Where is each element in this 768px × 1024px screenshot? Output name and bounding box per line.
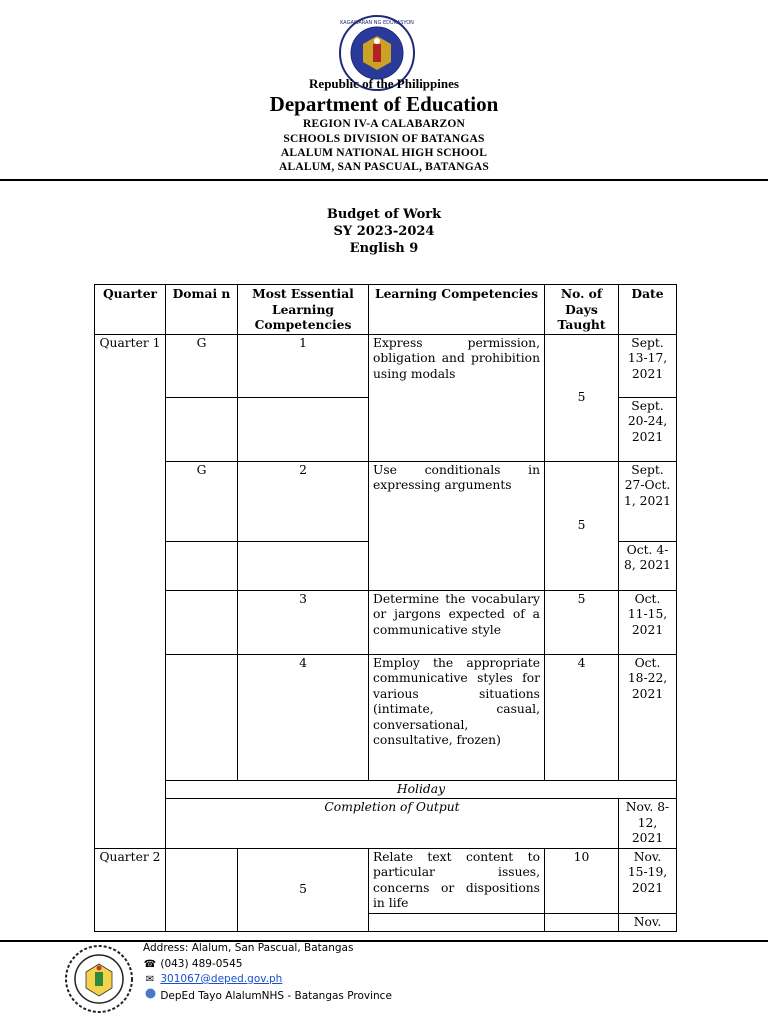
school-year: SY 2023-2024 — [333, 224, 435, 239]
school-logo — [64, 944, 134, 1014]
days-cell: 5 — [545, 334, 619, 461]
days-cell — [545, 913, 619, 932]
days-cell: 5 — [545, 590, 619, 654]
telephone-icon: ☎ — [143, 959, 157, 970]
footer-phone — [143, 958, 242, 970]
school-line: ALALUM NATIONAL HIGH SCHOOL — [280, 147, 488, 159]
facebook-icon — [143, 988, 157, 1002]
date-cell: Oct. 4-8, 2021 — [619, 541, 677, 590]
melc-cell: 3 — [238, 590, 369, 654]
domain-cell — [166, 590, 238, 654]
lc-cell: Express permission, obligation and prohibition using modals — [369, 334, 545, 461]
quarter-cell: Quarter 2 — [95, 848, 166, 932]
date-cell: Sept. 20-24, 2021 — [619, 397, 677, 461]
lc-cell: Use conditionals in expressing arguments — [369, 461, 545, 590]
melc-cell: 1 — [238, 334, 369, 397]
envelope-icon: ✉ — [145, 974, 155, 985]
doc-title: Budget of Work — [326, 207, 442, 222]
header-learning-competencies: Learning Competencies — [369, 285, 545, 335]
days-cell: 4 — [545, 654, 619, 780]
date-cell: Nov. 8-12, 2021 — [619, 799, 677, 849]
header-quarter: Quarter — [95, 285, 166, 335]
header-days: No. of Days Taught — [545, 285, 619, 335]
melc-cell: 5 — [238, 848, 369, 932]
holiday-row — [95, 780, 677, 799]
phone-text: (043) 489-0545 — [160, 958, 243, 970]
date-cell: Oct. 18-22, 2021 — [619, 654, 677, 780]
domain-cell — [166, 397, 238, 461]
footer-email — [143, 973, 282, 985]
melc-cell — [238, 397, 369, 461]
date-cell: Nov. 15-19, 2021 — [619, 848, 677, 913]
melc-cell — [238, 541, 369, 590]
region-line: REGION IV-A CALABARZON — [302, 118, 465, 130]
domain-cell — [166, 541, 238, 590]
svg-text:KAGAWARAN NG EDUKASYON: KAGAWARAN NG EDUKASYON — [340, 20, 414, 26]
melc-cell: 2 — [238, 461, 369, 541]
table-row — [95, 590, 677, 654]
email-link[interactable]: 301067@deped.gov.ph — [160, 973, 283, 985]
footer-facebook — [143, 988, 392, 1002]
header-melc: Most Essential Learning Competencies — [238, 285, 369, 335]
lc-cell: Relate text content to particular issues, concerns or dispositions in life — [369, 848, 545, 913]
days-cell: 10 — [545, 848, 619, 913]
location-line: ALALUM, SAN PASCUAL, BATANGAS — [279, 161, 489, 173]
domain-cell — [166, 848, 238, 932]
date-cell: Sept. 13-17, 2021 — [619, 334, 677, 397]
subject: English 9 — [349, 241, 419, 256]
lc-cell — [369, 913, 545, 932]
domain-cell: G — [166, 334, 238, 397]
table-header-row — [95, 285, 677, 335]
facebook-text: DepEd Tayo AlalumNHS - Batangas Province — [160, 990, 392, 1002]
domain-cell: G — [166, 461, 238, 541]
completion-cell: Completion of Output — [166, 799, 619, 849]
domain-cell — [166, 654, 238, 780]
department-heading: Department of Education — [269, 92, 499, 116]
header-date: Date — [619, 285, 677, 335]
budget-of-work-table — [94, 284, 677, 932]
quarter-cell: Quarter 1 — [95, 334, 166, 848]
footer-divider — [0, 940, 768, 942]
division-line: SCHOOLS DIVISION OF BATANGAS — [283, 133, 485, 145]
header-domain: Domai n — [166, 285, 238, 335]
melc-cell: 4 — [238, 654, 369, 780]
table-row — [95, 461, 677, 541]
date-cell: Nov. — [619, 913, 677, 932]
table-row — [95, 334, 677, 397]
lc-cell: Determine the vocabulary or jargons expected of a communicative style — [369, 590, 545, 654]
footer-address: Address: Alalum, San Pascual, Batangas — [143, 942, 354, 954]
date-cell: Oct. 11-15, 2021 — [619, 590, 677, 654]
lc-cell: Employ the appropriate communicative styles for various situations (intimate, casual, conversational, consultative, frozen) — [369, 654, 545, 780]
days-cell: 5 — [545, 461, 619, 590]
header-divider — [0, 179, 768, 181]
holiday-cell: Holiday — [166, 780, 677, 799]
table-row — [95, 848, 677, 913]
republic-heading: Republic of the Philippines — [309, 76, 459, 91]
date-cell: Sept. 27-Oct. 1, 2021 — [619, 461, 677, 541]
completion-row — [95, 799, 677, 849]
table-row — [95, 654, 677, 780]
